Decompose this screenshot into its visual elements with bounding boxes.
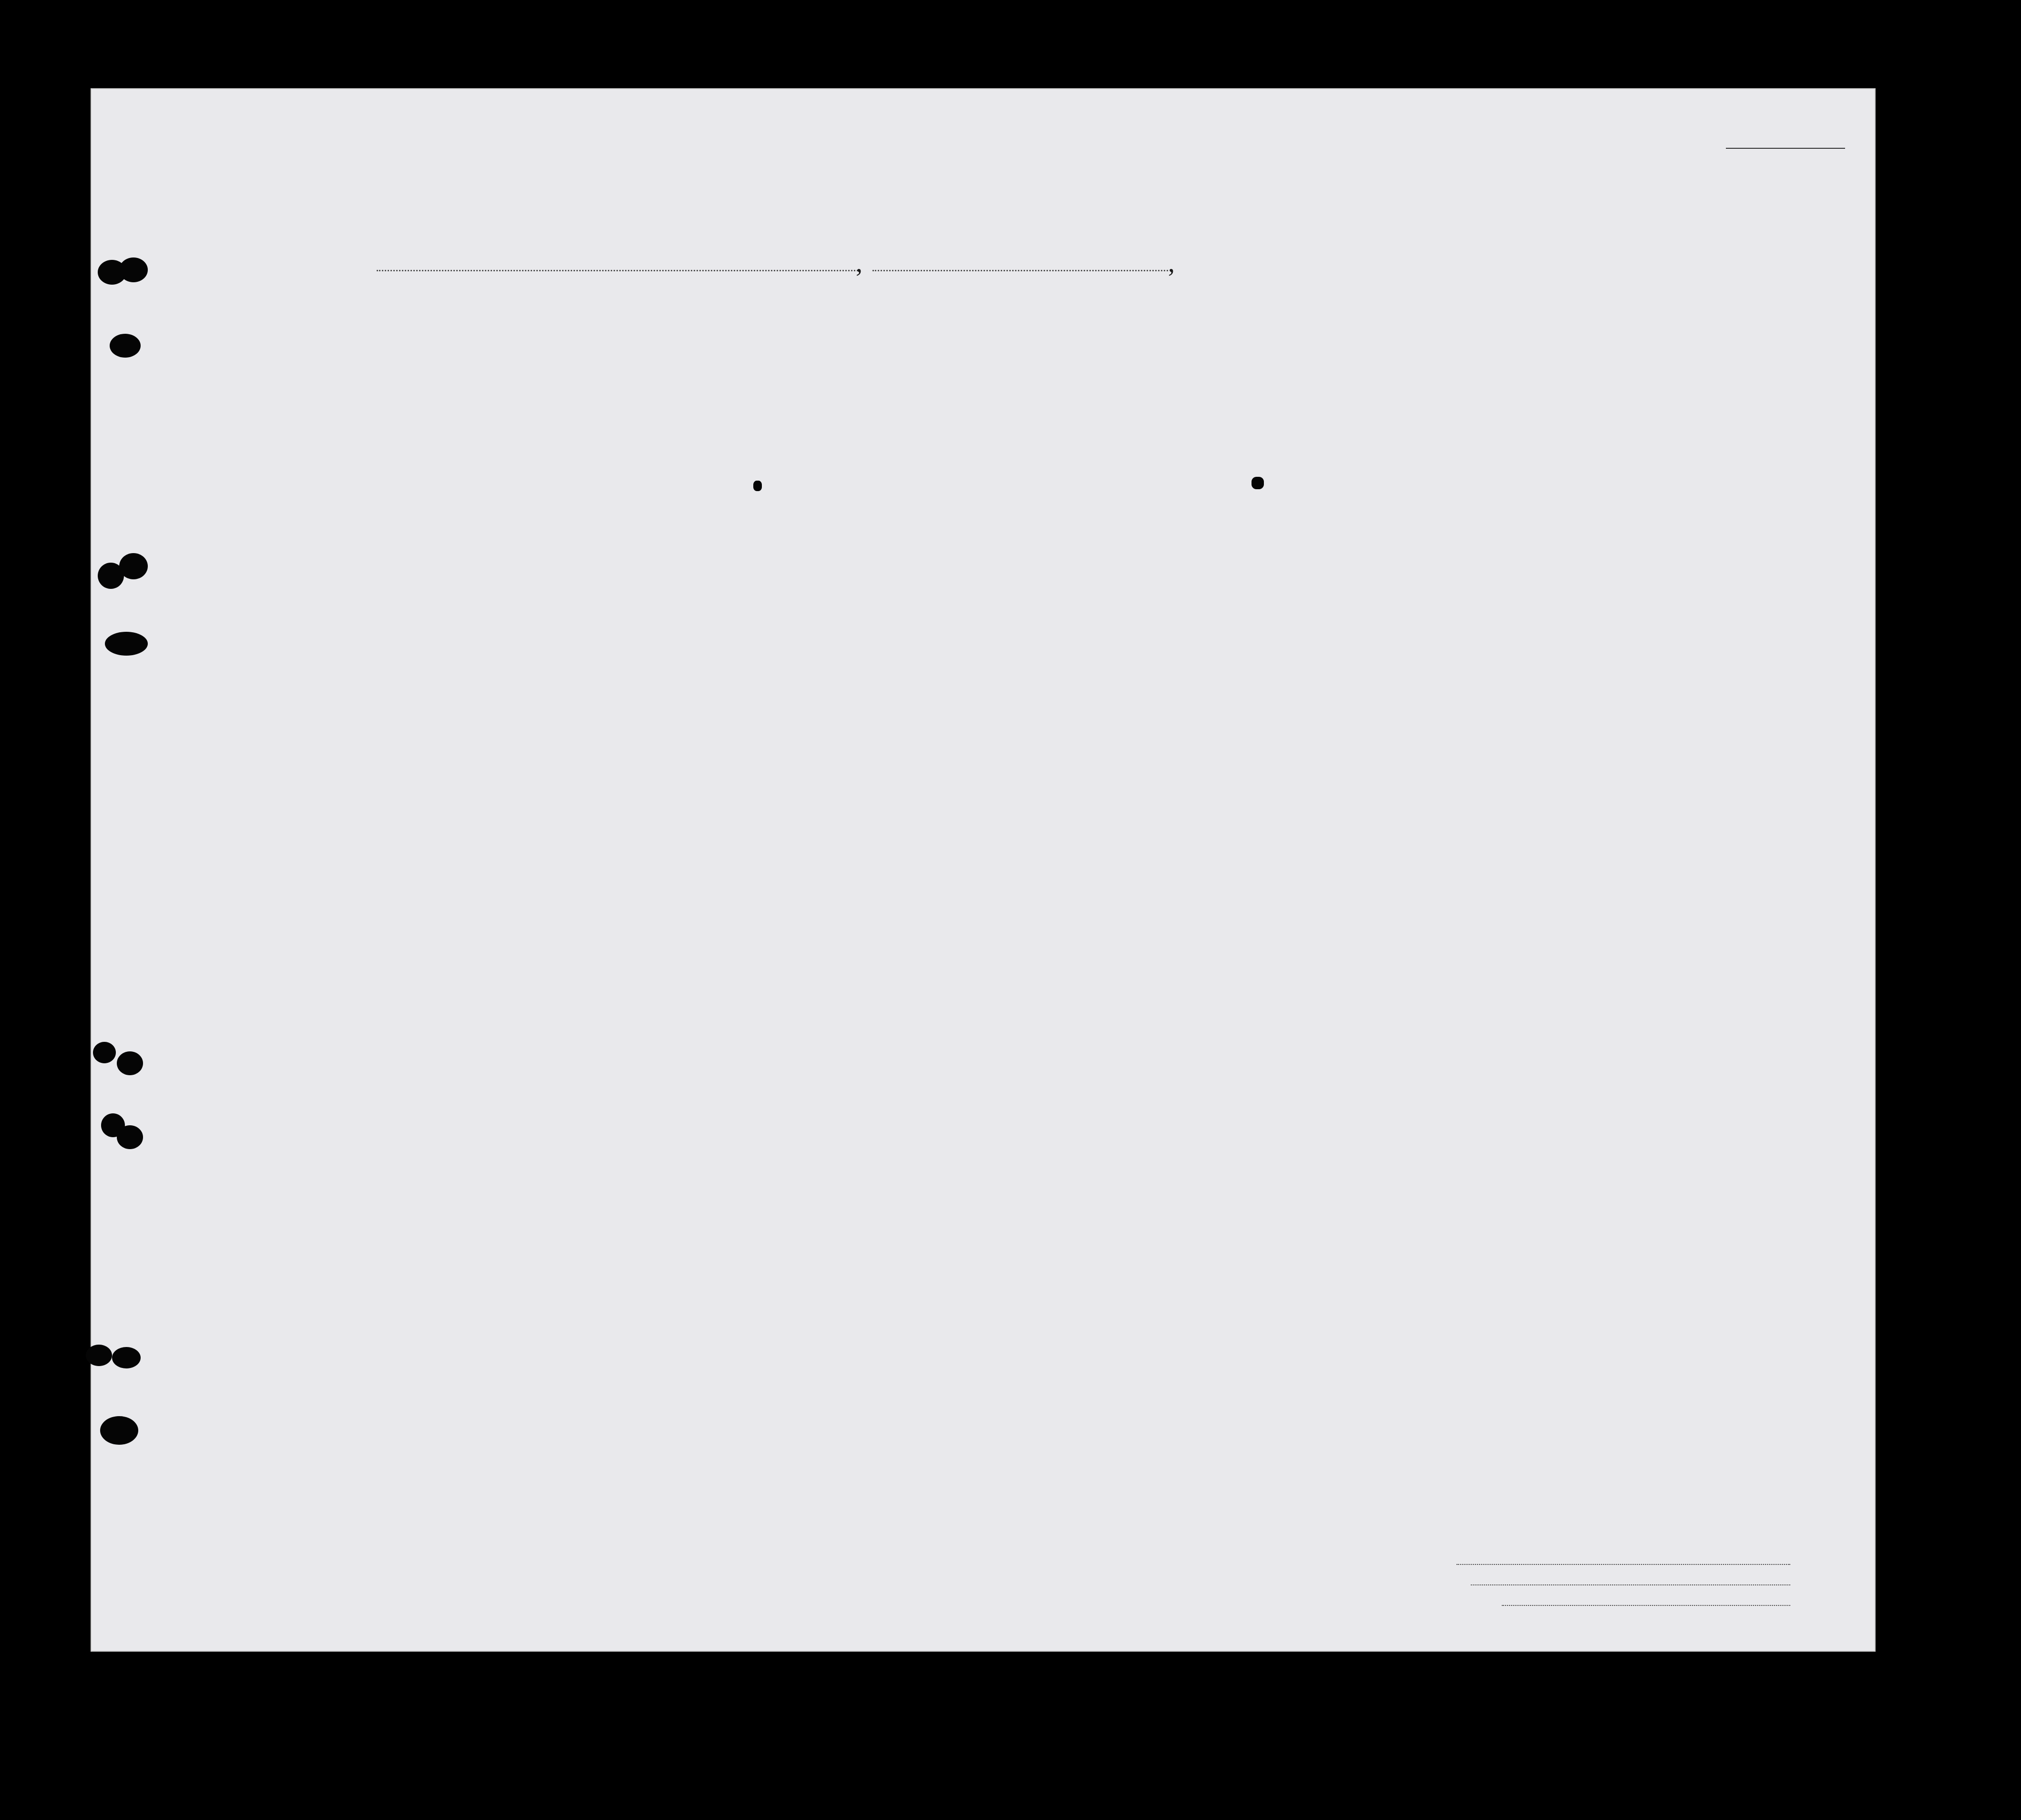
col19-header xyxy=(598,329,627,443)
line-field[interactable] xyxy=(1457,1564,1790,1565)
punch-hole xyxy=(110,334,141,358)
punch-hole xyxy=(86,1345,112,1366)
col24-b xyxy=(1188,350,1221,443)
col21-header xyxy=(715,329,744,443)
col31-header xyxy=(1458,329,1478,443)
punch-hole xyxy=(117,1051,143,1075)
punch-hole xyxy=(105,632,148,656)
local-agents-field[interactable] xyxy=(1502,1605,1790,1606)
col27-header xyxy=(1323,329,1344,443)
comma-separator: , xyxy=(1168,248,1175,278)
ink-mark xyxy=(753,481,762,491)
port-field[interactable] xyxy=(377,270,858,271)
col25-header xyxy=(1255,329,1298,443)
comma-separator: , xyxy=(856,248,862,278)
col28-header xyxy=(1344,329,1396,443)
col29-header xyxy=(1397,329,1434,443)
date-field[interactable] xyxy=(872,270,1168,271)
col24-a xyxy=(1153,350,1187,443)
col26-header xyxy=(1299,329,1322,443)
punch-hole xyxy=(112,1347,141,1368)
ink-mark xyxy=(1252,477,1264,489)
col24-c xyxy=(1221,350,1254,443)
manifest-grid xyxy=(91,286,1874,1504)
punch-hole xyxy=(119,257,148,282)
punch-hole xyxy=(93,1042,116,1063)
col34-feet xyxy=(1593,401,1612,439)
punch-hole xyxy=(100,1416,138,1445)
col34-inches xyxy=(1615,398,1634,441)
col30-header xyxy=(1435,329,1457,443)
list-number-field[interactable] xyxy=(1726,148,1845,149)
punch-hole xyxy=(117,1125,143,1149)
punch-hole xyxy=(119,553,148,579)
owners-field[interactable] xyxy=(1471,1584,1790,1585)
